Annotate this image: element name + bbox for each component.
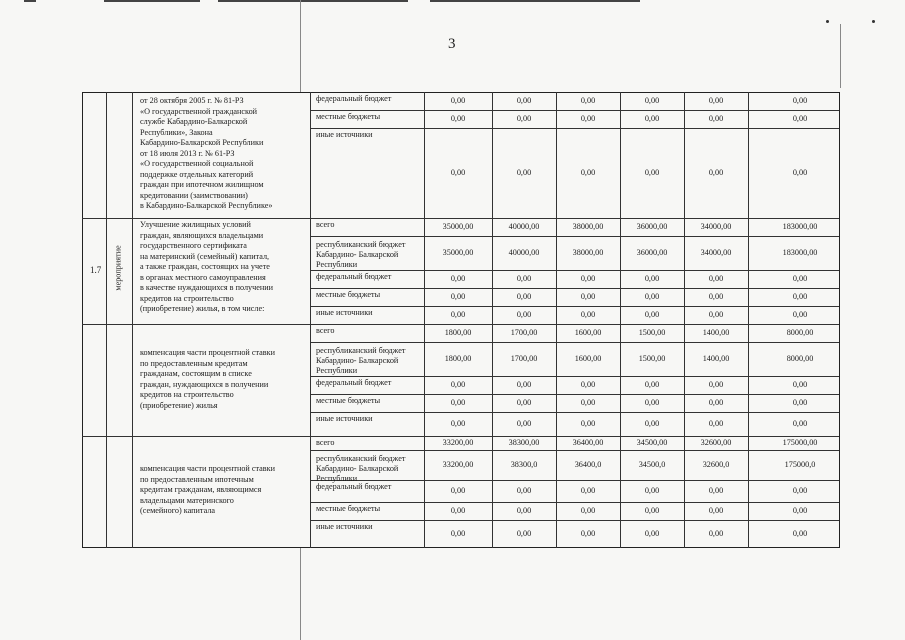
funding-value: 0,00 <box>516 419 532 428</box>
page-number: 3 <box>448 36 456 52</box>
funding-value: 0,00 <box>580 310 596 319</box>
description-line: компенсация части процентной ставки <box>140 464 276 473</box>
description-line: (приобретение) жилья <box>140 400 218 410</box>
funding-value: 0,00 <box>792 486 808 495</box>
funding-value: 0,00 <box>450 292 466 301</box>
funding-value: 0,00 <box>580 380 596 389</box>
row-divider <box>310 270 839 271</box>
fold-line <box>300 0 301 92</box>
funding-source-line: местные бюджеты <box>316 504 381 513</box>
description-line: «О государственной социальной <box>140 159 254 168</box>
funding-value: 0,00 <box>792 292 808 301</box>
funding-source-line: Республики <box>316 474 358 483</box>
funding-value: 36000,00 <box>636 222 668 231</box>
row-divider <box>310 376 839 377</box>
description-line: граждан при ипотечном жилищном <box>140 180 264 189</box>
description-line: службе Кабардино-Балкарской <box>140 117 248 126</box>
description-line: кредитам гражданам, являющимся <box>140 485 262 494</box>
row-divider <box>310 450 839 451</box>
funding-value: 0,00 <box>644 419 660 428</box>
funding-value: 0,00 <box>580 419 596 428</box>
row-divider <box>310 288 839 289</box>
description-line: в Кабардино-Балкарской Республике» <box>140 201 273 210</box>
description-line: государственного сертификата <box>140 241 247 250</box>
funding-source-line: Республики <box>316 366 358 375</box>
funding-value: 34000,00 <box>700 248 732 257</box>
description-line: кредитов на строительство <box>140 293 234 303</box>
funding-value: 38000,00 <box>572 248 604 257</box>
funding-value: 34500,0 <box>638 460 666 469</box>
funding-value: 34500,00 <box>636 438 668 447</box>
row-number: 1.7 <box>90 265 102 275</box>
funding-source-line: Кабардино- Балкарской <box>316 250 399 259</box>
funding-value: 1400,00 <box>702 328 730 337</box>
funding-value: 0,00 <box>450 486 466 495</box>
funding-value: 0,00 <box>708 310 724 319</box>
funding-value: 32600,00 <box>700 438 732 447</box>
funding-source <box>316 94 391 104</box>
funding-value: 0,00 <box>580 274 596 283</box>
funding-source <box>316 112 380 122</box>
funding-value: 40000,00 <box>508 222 540 231</box>
funding-source <box>316 326 334 336</box>
funding-value: 0,00 <box>450 419 466 428</box>
column-divider <box>106 92 107 548</box>
scan-edge-line <box>218 0 408 2</box>
funding-value: 0,00 <box>450 274 466 283</box>
funding-value: 36400,0 <box>574 460 602 469</box>
funding-value: 0,00 <box>580 168 596 177</box>
row-divider <box>82 218 839 219</box>
funding-source <box>316 272 391 282</box>
funding-source <box>316 438 334 448</box>
row-divider <box>310 412 839 413</box>
funding-value: 0,00 <box>644 310 660 319</box>
description-line: поддержке отдельных категорий <box>140 169 254 179</box>
funding-value: 0,00 <box>708 419 724 428</box>
funding-source-line: республиканский бюджет <box>316 346 406 355</box>
funding-source <box>316 240 405 270</box>
funding-value: 0,00 <box>450 310 466 319</box>
funding-value: 0,00 <box>708 168 724 177</box>
funding-value: 0,00 <box>644 96 660 105</box>
description-line: кредитовании (заимствовании) <box>140 190 248 200</box>
funding-source-line: иные источники <box>316 308 373 317</box>
funding-value: 0,00 <box>644 292 660 301</box>
row-divider <box>310 110 839 111</box>
funding-value: 0,00 <box>708 506 724 515</box>
funding-value: 0,00 <box>450 114 466 123</box>
funding-source-line: местные бюджеты <box>316 112 381 121</box>
funding-value: 0,00 <box>792 398 808 407</box>
funding-source-line: федеральный бюджет <box>316 272 392 281</box>
description-law <box>140 96 272 212</box>
funding-value: 33200,00 <box>442 460 474 469</box>
description-line: по предоставленным кредитам <box>140 358 248 368</box>
funding-value: 0,00 <box>644 529 660 538</box>
funding-value: 0,00 <box>792 114 808 123</box>
funding-source <box>316 378 391 388</box>
funding-source-line: местные бюджеты <box>316 396 381 405</box>
funding-value: 1400,00 <box>702 354 730 363</box>
row-divider <box>310 236 839 237</box>
funding-source <box>316 504 380 514</box>
funding-value: 1700,00 <box>510 328 538 337</box>
description-line: в качестве нуждающихся в получении <box>140 283 274 292</box>
row-type-label: мероприятие <box>113 245 123 291</box>
description-line: а также граждан, состоящих на учете <box>140 262 270 271</box>
funding-value: 0,00 <box>580 398 596 407</box>
funding-value: 0,00 <box>516 168 532 177</box>
description-line: (семейного) капитала <box>140 506 216 515</box>
funding-table <box>82 92 840 548</box>
funding-source-line: местные бюджеты <box>316 290 381 299</box>
funding-value: 1700,00 <box>510 354 538 363</box>
scan-edge-line <box>104 0 200 2</box>
funding-source-line: иные источники <box>316 522 373 531</box>
row-divider <box>310 520 839 521</box>
funding-value: 0,00 <box>708 486 724 495</box>
description-line: граждан, являющихся владельцами <box>140 230 264 240</box>
row-divider <box>310 502 839 503</box>
funding-value: 0,00 <box>708 398 724 407</box>
scan-edge-line <box>430 0 640 2</box>
funding-value: 183000,00 <box>782 222 818 231</box>
funding-value: 175000,00 <box>782 438 818 447</box>
funding-value: 8000,00 <box>786 354 814 363</box>
funding-value: 33200,00 <box>442 438 474 447</box>
funding-value: 8000,00 <box>786 328 814 337</box>
description-line: владельцами материнского <box>140 495 234 505</box>
funding-source <box>316 396 380 406</box>
funding-value: 0,00 <box>516 380 532 389</box>
funding-source-line: Республики <box>316 260 358 269</box>
funding-value: 0,00 <box>708 529 724 538</box>
funding-value: 0,00 <box>644 486 660 495</box>
funding-value: 0,00 <box>516 310 532 319</box>
funding-source <box>316 454 405 484</box>
funding-value: 0,00 <box>580 114 596 123</box>
funding-value: 1800,00 <box>444 354 472 363</box>
funding-source <box>316 130 373 140</box>
description-compensation-2 <box>140 464 275 517</box>
funding-source-line: федеральный бюджет <box>316 378 392 387</box>
funding-value: 34000,00 <box>700 222 732 231</box>
funding-value: 0,00 <box>708 292 724 301</box>
description-compensation-1 <box>140 348 275 411</box>
funding-value: 0,00 <box>450 529 466 538</box>
funding-value: 1600,00 <box>574 354 602 363</box>
funding-source-line: Кабардино- Балкарской <box>316 356 399 365</box>
funding-value: 0,00 <box>516 292 532 301</box>
funding-value: 1800,00 <box>444 328 472 337</box>
funding-value: 0,00 <box>450 398 466 407</box>
funding-value: 0,00 <box>516 529 532 538</box>
scan-speck <box>872 20 875 23</box>
funding-value: 0,00 <box>580 529 596 538</box>
funding-value: 1500,00 <box>638 354 666 363</box>
funding-source <box>316 308 373 318</box>
funding-source <box>316 290 380 300</box>
scan-speck <box>826 20 829 23</box>
funding-value: 0,00 <box>450 168 466 177</box>
description-line: «О государственной гражданской <box>140 106 258 116</box>
funding-value: 0,00 <box>792 419 808 428</box>
funding-value: 0,00 <box>516 114 532 123</box>
row-divider <box>82 436 839 437</box>
funding-value: 0,00 <box>644 506 660 515</box>
funding-source-line: Кабардино- Балкарской <box>316 464 399 473</box>
column-divider <box>132 92 133 548</box>
funding-value: 0,00 <box>792 168 808 177</box>
funding-source-line: иные источники <box>316 130 373 139</box>
scan-edge-line <box>24 0 36 2</box>
funding-source-line: всего <box>316 438 335 447</box>
funding-source <box>316 482 391 492</box>
funding-value: 40000,00 <box>508 248 540 257</box>
funding-value: 0,00 <box>792 274 808 283</box>
funding-value: 0,00 <box>708 274 724 283</box>
funding-value: 0,00 <box>580 486 596 495</box>
funding-value: 0,00 <box>580 96 596 105</box>
funding-source-line: республиканский бюджет <box>316 240 406 249</box>
funding-source-line: республиканский бюджет <box>316 454 406 463</box>
funding-source <box>316 522 373 532</box>
funding-value: 183000,00 <box>782 248 818 257</box>
funding-source-line: федеральный бюджет <box>316 482 392 491</box>
funding-source <box>316 220 334 230</box>
funding-value: 0,00 <box>644 168 660 177</box>
funding-source-line: иные источники <box>316 414 373 423</box>
description-line: Республики», Закона <box>140 127 213 137</box>
description-measure <box>140 220 273 315</box>
funding-value: 0,00 <box>792 310 808 319</box>
funding-value: 0,00 <box>450 380 466 389</box>
description-line: от 28 октября 2005 г. № 81-РЗ <box>140 96 244 105</box>
row-divider <box>310 394 839 395</box>
row-divider <box>82 324 839 325</box>
description-line: компенсация части процентной ставки <box>140 348 276 357</box>
funding-value: 32600,0 <box>702 460 730 469</box>
funding-value: 0,00 <box>708 380 724 389</box>
fold-line <box>300 548 301 640</box>
funding-source <box>316 414 373 424</box>
funding-source-line: всего <box>316 326 335 335</box>
funding-value: 0,00 <box>644 114 660 123</box>
funding-value: 35000,00 <box>442 222 474 231</box>
description-line: кредитов на строительство <box>140 390 234 399</box>
funding-value: 0,00 <box>644 274 660 283</box>
description-line: от 18 июля 2013 г. № 61-РЗ <box>140 148 235 158</box>
funding-value: 0,00 <box>644 380 660 389</box>
row-divider <box>310 306 839 307</box>
funding-value: 175000,0 <box>784 460 816 469</box>
funding-value: 0,00 <box>792 96 808 105</box>
funding-value: 0,00 <box>516 486 532 495</box>
funding-source-line: всего <box>316 220 335 229</box>
funding-value: 0,00 <box>708 114 724 123</box>
funding-value: 0,00 <box>792 380 808 389</box>
funding-source <box>316 346 405 376</box>
description-line: на материнский (семейный) капитал, <box>140 251 270 261</box>
funding-value: 38300,00 <box>508 438 540 447</box>
funding-value: 0,00 <box>792 506 808 515</box>
funding-value: 38000,00 <box>572 222 604 231</box>
funding-value: 0,00 <box>644 398 660 407</box>
funding-value: 35000,00 <box>442 248 474 257</box>
description-line: Улучшение жилищных условий <box>140 220 251 229</box>
funding-value: 1600,00 <box>574 328 602 337</box>
fold-line <box>840 24 841 88</box>
funding-value: 36400,00 <box>572 438 604 447</box>
row-divider <box>310 128 839 129</box>
funding-value: 36000,00 <box>636 248 668 257</box>
description-line: граждан, нуждающихся в получении <box>140 379 269 389</box>
funding-value: 0,00 <box>792 529 808 538</box>
description-line: в органах местного самоуправления <box>140 272 266 282</box>
funding-value: 0,00 <box>516 506 532 515</box>
description-line: (приобретение) жилья, в том числе: <box>140 304 265 313</box>
description-line: гражданам, состоящим в списке <box>140 369 252 378</box>
description-line: по предоставленным ипотечным <box>140 474 254 484</box>
funding-value: 38300,0 <box>510 460 538 469</box>
funding-value: 1500,00 <box>638 328 666 337</box>
funding-value: 0,00 <box>580 506 596 515</box>
funding-value: 0,00 <box>516 96 532 105</box>
funding-value: 0,00 <box>516 274 532 283</box>
funding-value: 0,00 <box>708 96 724 105</box>
funding-value: 0,00 <box>580 292 596 301</box>
funding-value: 0,00 <box>450 96 466 105</box>
description-line: Кабардино-Балкарской Республики <box>140 138 264 147</box>
funding-value: 0,00 <box>516 398 532 407</box>
funding-value: 0,00 <box>450 506 466 515</box>
row-divider <box>310 342 839 343</box>
funding-source-line: федеральный бюджет <box>316 94 392 103</box>
